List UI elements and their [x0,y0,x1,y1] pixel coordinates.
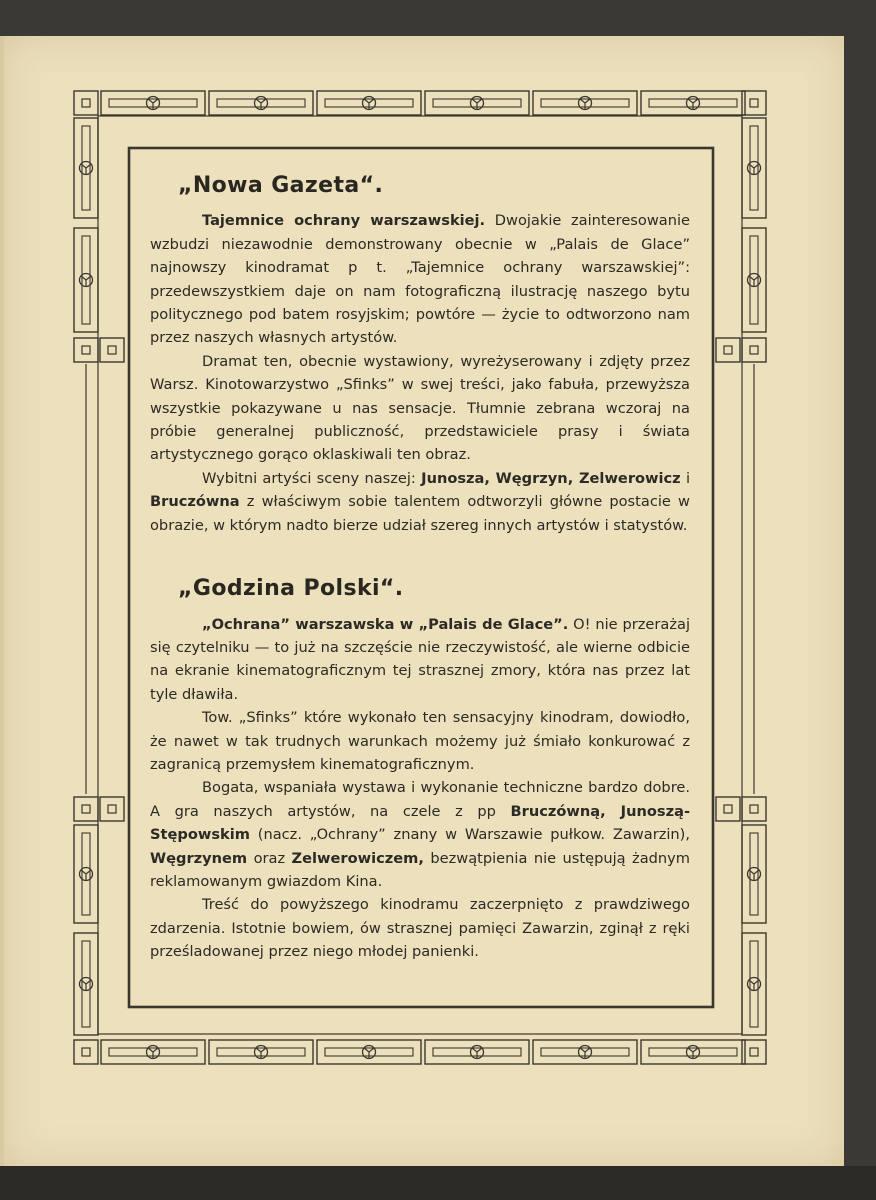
corner-box [742,797,766,821]
actor-names: Junosza, Węgrzyn, Zelwerowicz [421,469,681,487]
paragraph-lead: „Ochrana” warszawska w „Palais de Glace”. [202,615,569,633]
corner-box [716,797,740,821]
paragraph [150,209,690,349]
corner-box-inner [750,346,758,354]
corner-box-inner [82,1048,90,1056]
corner-box [742,338,766,362]
document-body [150,170,690,964]
paragraph [150,706,690,776]
paragraph-text: (nacz. „Ochrany” znany w Warszawie pułkow. Zawarzin), [249,826,690,844]
paragraph-text: Bogata, wspaniała wystawa i wykonanie techniczne bardzo dobre. A gra naszych artystów, na czele z pp [150,779,690,820]
corner-box [74,1040,98,1064]
corner-box [74,91,98,115]
actor-names: Zelwerowiczem, [291,849,424,867]
corner-box-inner [82,346,90,354]
corner-box-inner [82,99,90,107]
corner-box [716,338,740,362]
corner-box [74,797,98,821]
corner-box-inner [82,805,90,813]
paragraph-text: z właściwym sobie talentem odtworzyli główne postacie w obrazie, w którym nadto bierze udział szereg innych artystów i statystów. [150,493,690,534]
paragraph [150,613,690,707]
paragraph-text: i [680,469,690,487]
corner-box-inner [724,346,732,354]
paragraph-text: Dramat ten, obecnie wystawiony, wyreżyserowany i zdjęty przez Warsz. Kinotowarzystwo „Sfinks” w swej treści, jako fabuła, przewyższa wszystkie pokazywane u nas sensacje. Tłumnie zebrana wczoraj na próbie generalnej publiczność, przedstawiciele prasy i świata artystycznego gorąco oklaskiwali ten obraz. [150,352,690,464]
paragraph [150,893,690,963]
corner-box-inner [750,99,758,107]
corner-box-inner [724,805,732,813]
paragraph-text: Treść do powyższego kinodramu zaczerpnięto z prawdziwego zdarzenia. Istotnie bowiem, ów strasznej pamięci Zawarzin, zginął z ręki prześladowanej przez niego młodej panienki. [150,896,690,961]
paragraph-text: Tow. „Sfinks” które wykonało ten sensacyjny kinodram, dowiodło, że nawet w tak trudnych warunkach możemy już śmiało konkurować z zagranicą przemysłem kinematograficznym. [150,709,690,773]
paragraph-text: O! nie przerażaj się czytelniku — to już na szczęście nie rzeczywistość, ale wierne odbicie na ekranie kinematograficznym tej strasznej zmory, która nas przez lat tyle dławiła. [150,615,691,703]
paragraph [150,350,690,467]
paragraph-text: bezwątpienia nie ustępują żadnym reklamowanym gwiazdom Kina. [150,849,691,890]
corner-box [100,797,124,821]
paragraph-lead: Tajemnice ochrany warszawskiej. [202,212,486,230]
actor-names: Węgrzynem [150,849,248,867]
corner-box [100,338,124,362]
paragraph-text: oraz [247,849,292,867]
paragraph-text: Dwojakie zainteresowanie wzbudzi niezawodnie demonstrowany obecnie w „Palais de Glace” najnowszy kinodramat p t. „Tajemnice ochrany warszawskiej”: przedewszystkiem daje on nam fotograficzną ilustrację naszego bytu politycznego pod batem rosyjskim; powtóre — życie to odtworzono nam przez naszych własnych artystów. [150,212,690,347]
corner-box-inner [108,805,116,813]
paragraph [150,776,690,893]
corner-box-inner [750,805,758,813]
corner-box-inner [750,1048,758,1056]
corner-box-inner [108,346,116,354]
actor-names: Bruczówną, Junoszą-Stępowskim [150,802,690,844]
heading-godzina-polski: „Godzina Polski“. [178,576,404,602]
corner-box [74,338,98,362]
paragraph-text: Wybitni artyści sceny naszej: [202,469,422,487]
paragraph [150,467,690,537]
actor-names: Bruczówna [150,493,240,511]
heading-nowa-gazeta: „Nowa Gazeta“. [178,173,384,198]
